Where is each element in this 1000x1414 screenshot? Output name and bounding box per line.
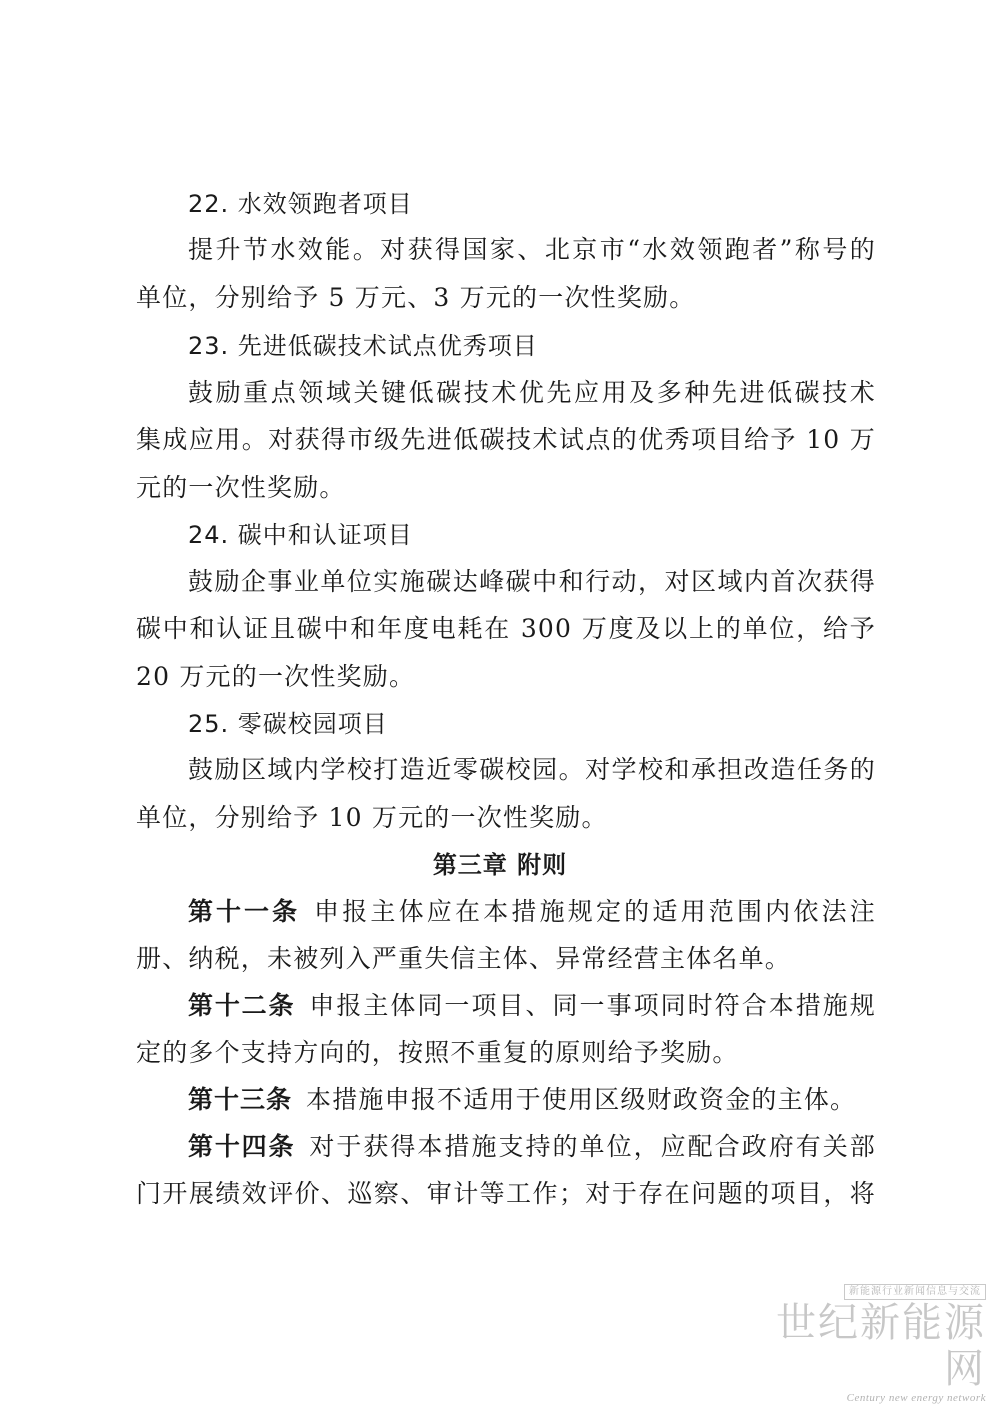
paragraph-line: 碳中和认证且碳中和年度电耗在 300 万度及以上的单位，给予	[136, 614, 876, 643]
paragraph-line: 门开展绩效评价、巡察、审计等工作；对于存在问题的项目，将	[136, 1179, 876, 1208]
article-text: 对于获得本措施支持的单位，应配合政府有关部	[309, 1132, 876, 1161]
article-text: 申报主体同一项目、同一事项同时符合本措施规	[309, 991, 876, 1020]
paragraph-line: 提升节水效能。对获得国家、北京市“水效领跑者”称号的	[188, 235, 876, 264]
item-heading: 24. 碳中和认证项目	[188, 521, 413, 549]
paragraph-line: 鼓励企事业单位实施碳达峰碳中和行动，对区域内首次获得	[188, 567, 876, 596]
article-label: 第十四条	[188, 1132, 296, 1161]
paragraph-line: 定的多个支持方向的，按照不重复的原则给予奖励。	[136, 1038, 739, 1067]
article-label: 第十三条	[188, 1085, 293, 1114]
paragraph-line: 单位，分别给予 5 万元、3 万元的一次性奖励。	[136, 283, 696, 312]
article	[188, 894, 876, 930]
article	[188, 988, 876, 1024]
paragraph-line: 集成应用。对获得市级先进低碳技术试点的优秀项目给予 10 万	[136, 425, 876, 454]
paragraph-line: 单位，分别给予 10 万元的一次性奖励。	[136, 803, 608, 832]
item-heading: 23. 先进低碳技术试点优秀项目	[188, 332, 538, 360]
watermark-subtitle: Century new energy network	[846, 1392, 986, 1404]
item-heading: 25. 零碳校园项目	[188, 710, 388, 738]
paragraph-line: 元的一次性奖励。	[136, 473, 346, 502]
watermark-tag: 新能源行业新闻信息与交流	[844, 1284, 986, 1300]
article-text: 申报主体应在本措施规定的适用范围内依法注	[314, 897, 876, 926]
item-heading: 22. 水效领跑者项目	[188, 190, 413, 218]
paragraph-line: 鼓励重点领域关键低碳技术优先应用及多种先进低碳技术	[188, 378, 876, 407]
article	[188, 1129, 876, 1165]
watermark-logo	[754, 1279, 986, 1404]
paragraph-line: 册、纳税，未被列入严重失信主体、异常经营主体名单。	[136, 944, 792, 973]
article-label: 第十一条	[188, 897, 300, 926]
article	[188, 1082, 876, 1118]
article-text: 本措施申报不适用于使用区级财政资金的主体。	[306, 1085, 857, 1114]
watermark-title: 世纪新能源网	[776, 1300, 986, 1392]
article-label: 第十二条	[188, 991, 296, 1020]
paragraph-line: 鼓励区域内学校打造近零碳校园。对学校和承担改造任务的	[188, 755, 876, 784]
paragraph-line: 20 万元的一次性奖励。	[136, 662, 416, 691]
chapter-title: 第三章 附则	[432, 851, 568, 879]
